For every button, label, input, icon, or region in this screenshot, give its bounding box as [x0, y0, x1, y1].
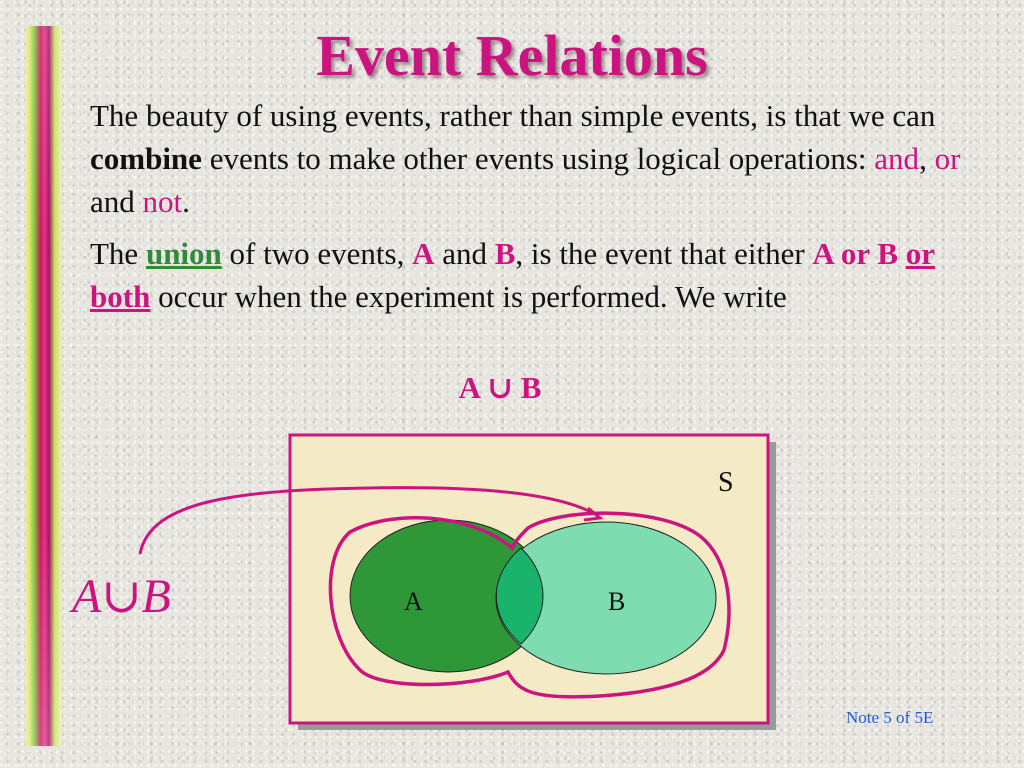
or-word: or [934, 141, 961, 176]
and-word: and [874, 141, 920, 176]
a-or-b-phrase: A or B [812, 236, 898, 271]
union-text-4: , is the event that either [515, 236, 813, 271]
slide-note: Note 5 of 5E [846, 708, 934, 727]
union-text-5: occur when the experiment is performed. We write [150, 279, 787, 314]
union-symbol-label: A∪B [72, 570, 171, 623]
event-b-label: B [494, 236, 516, 271]
event-a-label: A [412, 236, 435, 271]
period: . [182, 184, 190, 219]
circle-b-label: B [608, 587, 626, 616]
intro-text-2: events to make other events using logical operations: [201, 141, 875, 176]
union-formula: A ∪ B [458, 370, 542, 405]
union-text-3: and [434, 236, 495, 271]
sample-space-label: S [718, 467, 734, 498]
union-text-1: The [90, 236, 146, 271]
union-text-2: of two events, [221, 236, 413, 271]
or-both-phrase: or both [90, 236, 935, 314]
not-word: not [142, 184, 183, 219]
union-word: union [145, 236, 222, 271]
comma: , [919, 141, 927, 176]
intro-text-1: The beauty of using events, rather than simple events, is that we can [90, 98, 936, 133]
combine-word: combine [90, 141, 202, 176]
intro-text-3: and [90, 184, 143, 219]
slide-title: Event Relations [316, 23, 708, 88]
circle-a-label: A [404, 587, 423, 616]
